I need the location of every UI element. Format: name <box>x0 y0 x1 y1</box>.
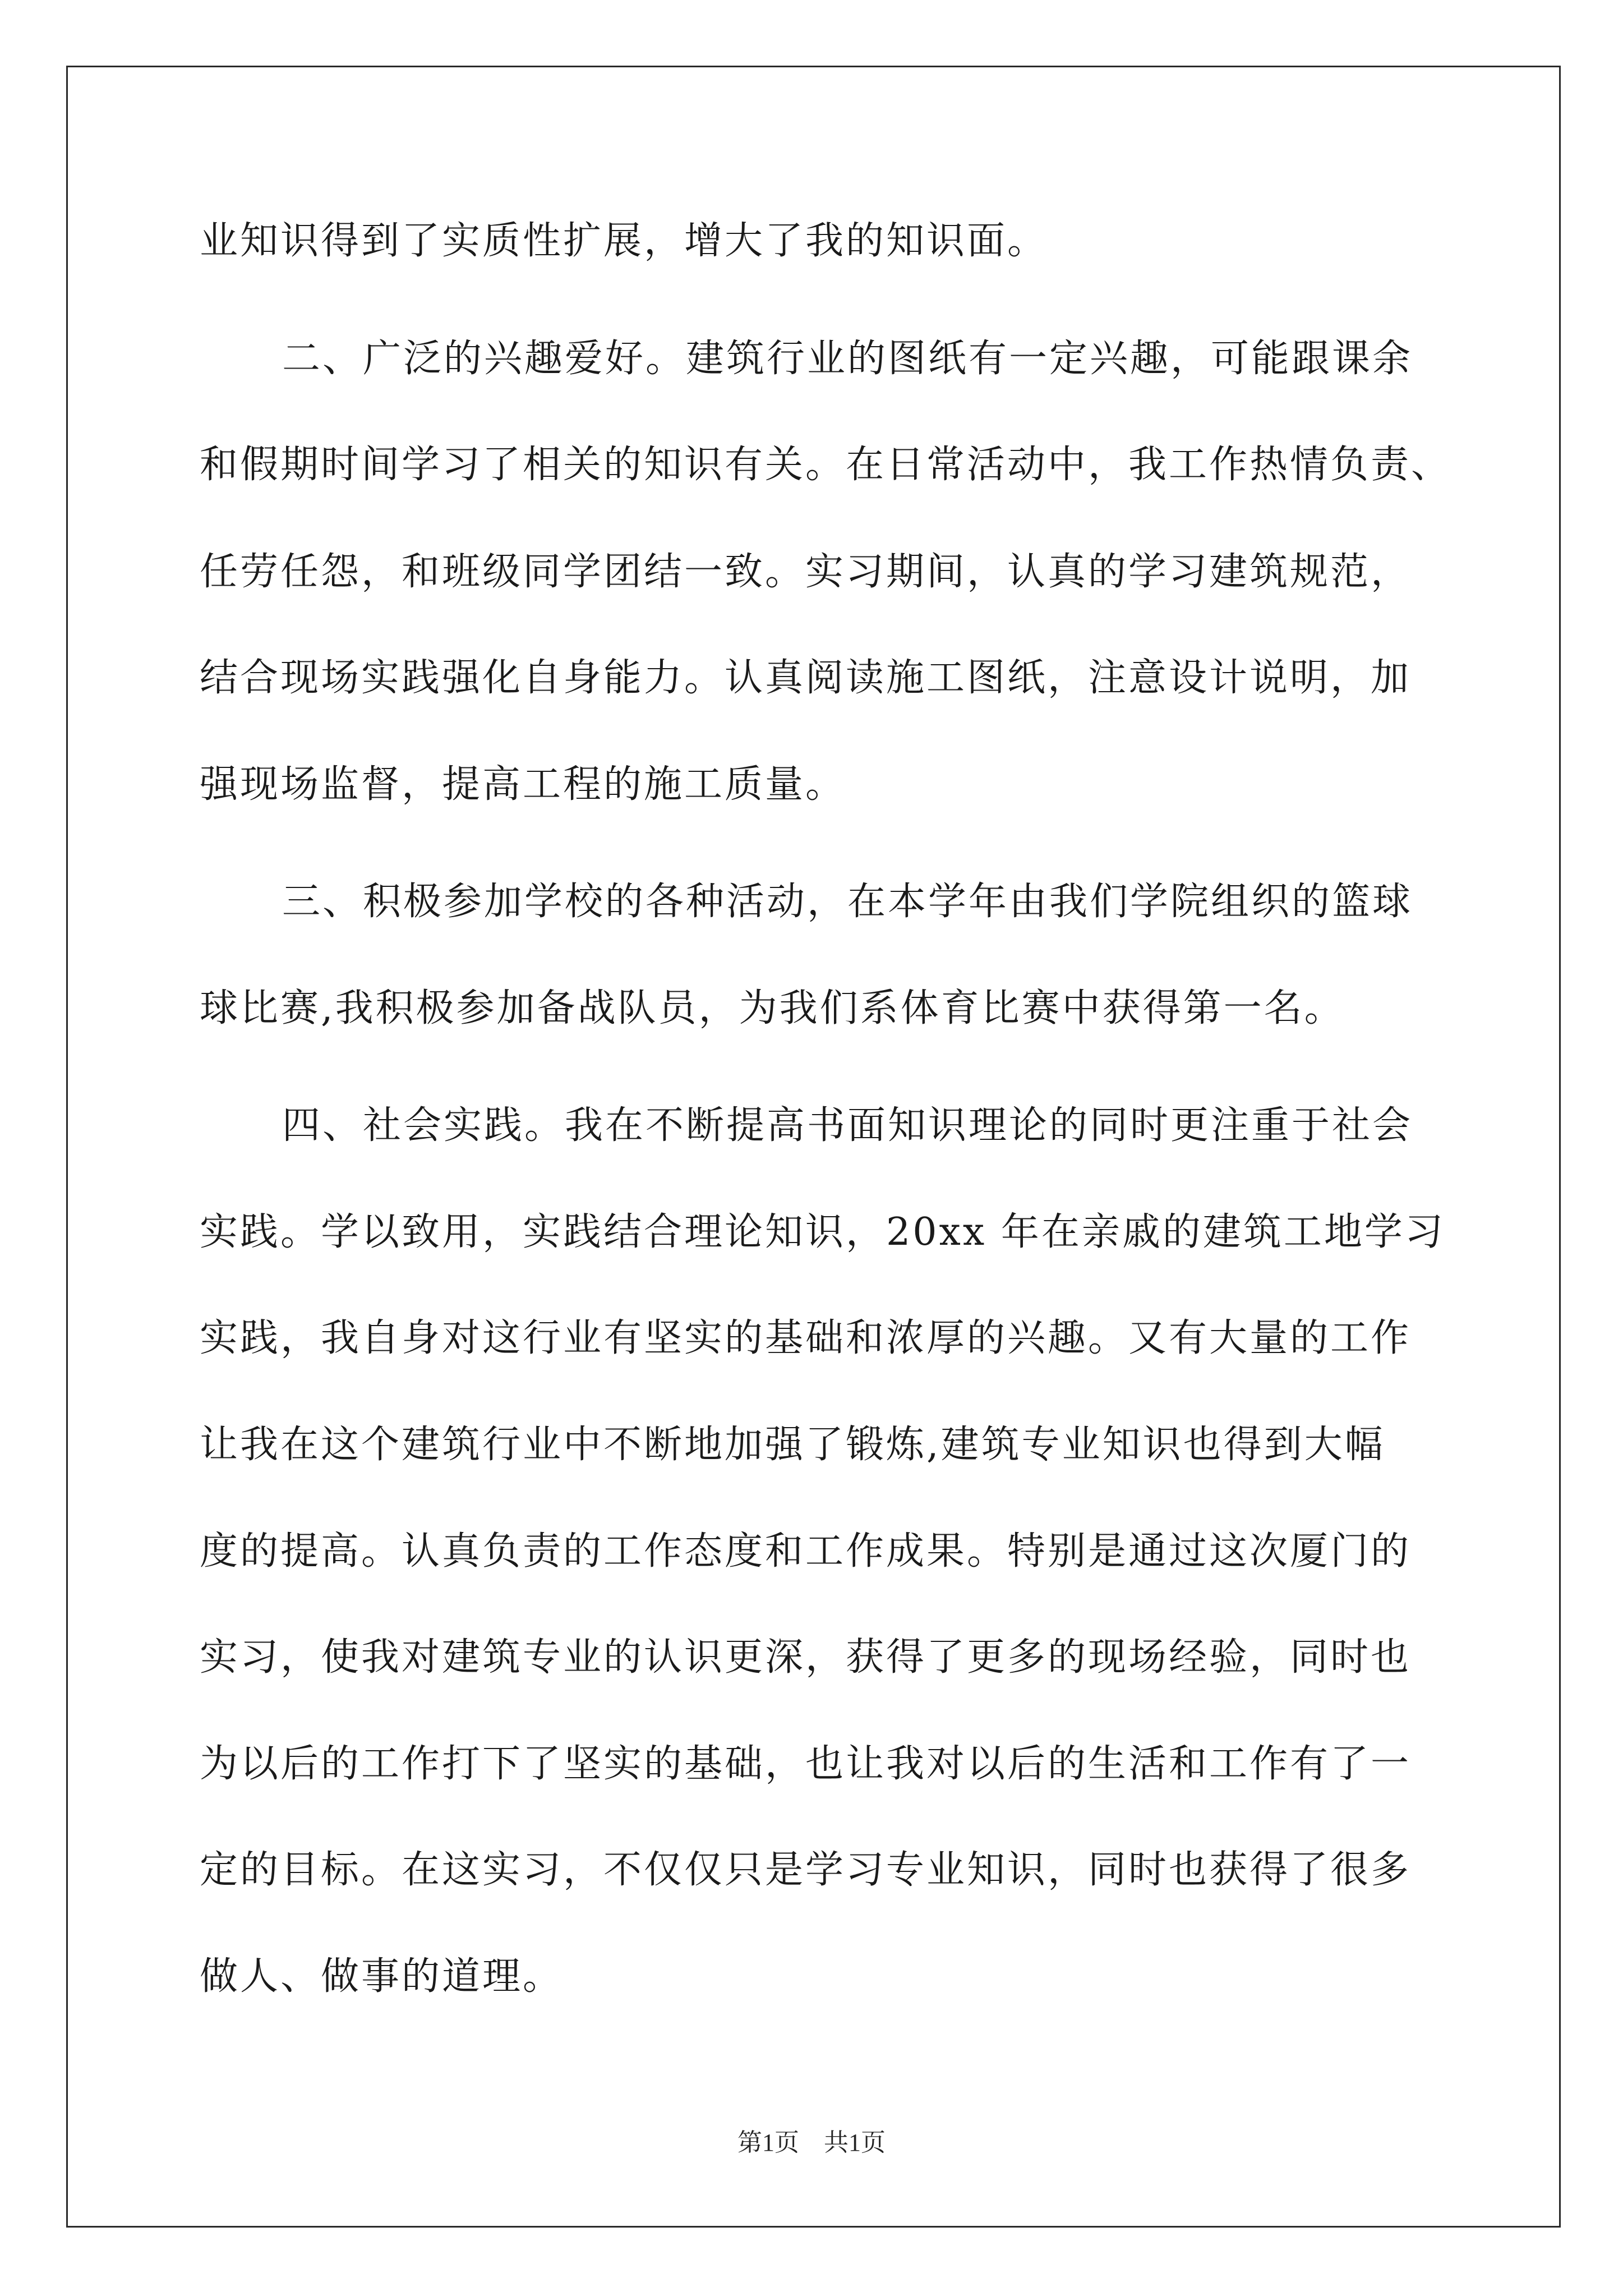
body-line: 为以后的工作打下了坚实的基础，也让我对以后的生活和工作有了一 <box>200 1742 1412 1786</box>
body-line: 结合现场实践强化自身能力。认真阅读施工图纸，注意设计说明，加 <box>200 656 1412 700</box>
body-line: 四、社会实践。我在不断提高书面知识理论的同时更注重于社会 <box>282 1103 1413 1148</box>
body-line: 度的提高。认真负责的工作态度和工作成果。特别是通过这次厦门的 <box>200 1529 1412 1573</box>
body-line: 实践，我自身对这行业有坚实的基础和浓厚的兴趣。又有大量的工作 <box>200 1316 1412 1360</box>
body-line: 任劳任怨，和班级同学团结一致。实习期间，认真的学习建筑规范， <box>200 550 1412 594</box>
body-line: 和假期时间学习了相关的知识有关。在日常活动中，我工作热情负责、 <box>200 443 1452 487</box>
body-line: 三、积极参加学校的各种活动，在本学年由我们学院组织的篮球 <box>282 880 1413 924</box>
body-line: 定的目标。在这实习，不仅仅只是学习专业知识，同时也获得了很多 <box>200 1848 1412 1892</box>
body-line: 实践。学以致用，实践结合理论知识，20xx 年在亲戚的建筑工地学习 <box>200 1210 1445 1254</box>
body-line: 做人、做事的道理。 <box>200 1954 564 1999</box>
body-line: 球比赛,我积极参加备战队员，为我们系体育比赛中获得第一名。 <box>200 986 1345 1030</box>
body-line: 强现场监督，提高工程的施工质量。 <box>200 762 846 807</box>
body-line: 二、广泛的兴趣爱好。建筑行业的图纸有一定兴趣，可能跟课余 <box>282 337 1413 381</box>
body-line: 让我在这个建筑行业中不断地加强了锻炼,建筑专业知识也得到大幅 <box>200 1423 1385 1467</box>
body-line: 实习，使我对建筑专业的认识更深，获得了更多的现场经验，同时也 <box>200 1635 1412 1680</box>
page-number-footer: 第1页 共1页 <box>737 2129 886 2156</box>
body-line: 业知识得到了实质性扩展，增大了我的知识面。 <box>200 219 1048 263</box>
